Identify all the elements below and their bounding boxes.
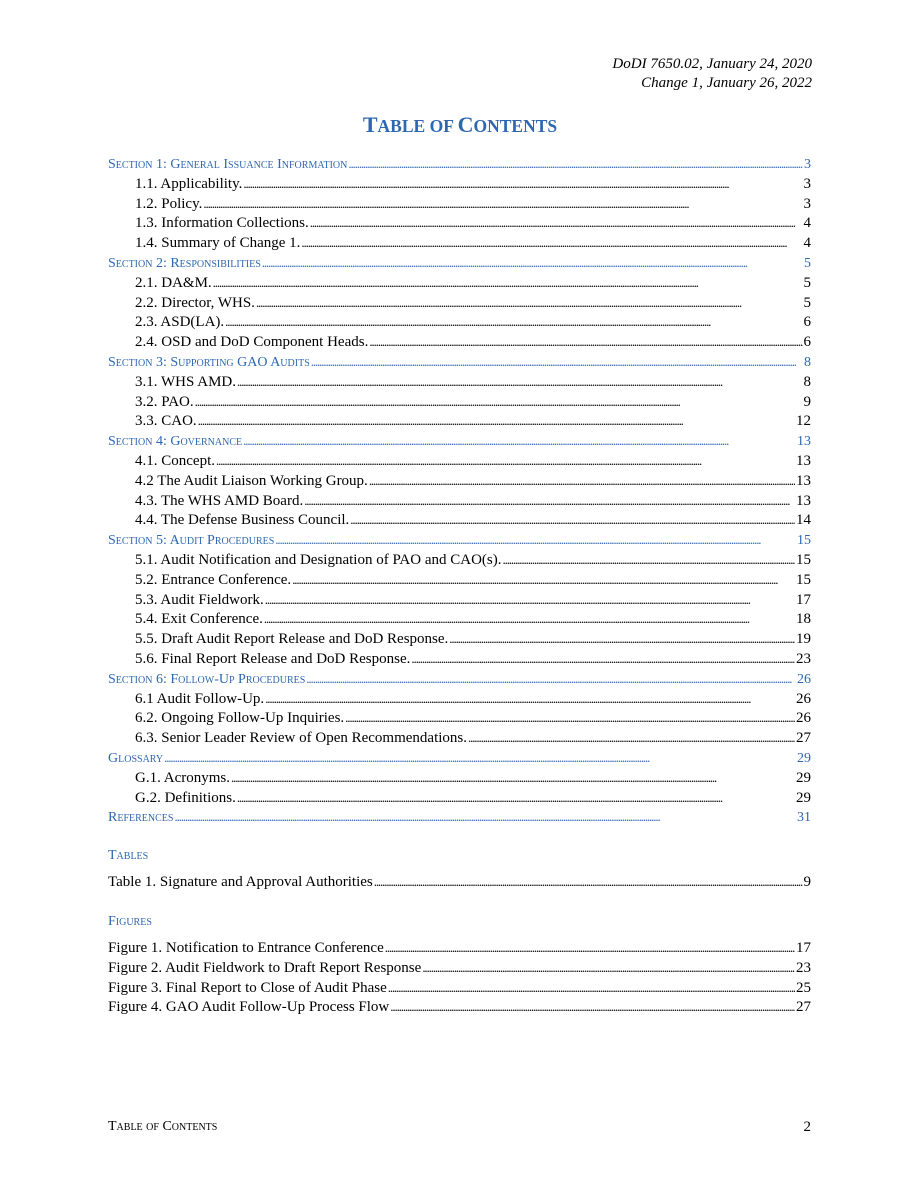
tables-list (108, 874, 811, 894)
dot-leader (422, 960, 795, 976)
title-initial-t: T (362, 112, 378, 137)
dot-leader (306, 671, 796, 687)
entry-label: G.2. Definitions. (135, 789, 236, 806)
dot-leader (350, 512, 795, 528)
entry-label: 1.2. Policy. (135, 195, 203, 212)
entry-page-number: 3 (803, 175, 811, 192)
entry-label: 6.3. Senior Leader Review of Open Recommendations. (135, 730, 467, 747)
toc-subsection-entry[interactable] (108, 473, 811, 493)
toc-subsection-entry[interactable] (108, 730, 811, 750)
figure-list-entry[interactable] (108, 999, 811, 1019)
entry-page-number: 15 (796, 551, 811, 568)
toc-section-entry[interactable] (108, 671, 811, 691)
entry-label: 3.3. CAO. (135, 413, 197, 430)
entry-label: 5.5. Draft Audit Report Release and DoD Response. (135, 631, 449, 648)
dot-leader (243, 176, 802, 192)
dot-leader (369, 473, 795, 489)
entry-page-number: 14 (796, 512, 811, 529)
dot-leader (369, 334, 802, 350)
entry-page-number: 9 (803, 874, 811, 890)
entry-label: Table 1. Signature and Approval Authorities (108, 874, 373, 890)
entry-label: 5.4. Exit Conference. (135, 611, 263, 628)
entry-page-number: 29 (797, 750, 811, 766)
entry-page-number: 5 (804, 255, 811, 271)
toc-section-entry[interactable] (108, 532, 811, 552)
entry-page-number: 5 (803, 274, 811, 291)
entry-page-number: 8 (803, 373, 811, 390)
tables-heading: Tables (108, 848, 149, 863)
entry-page-number: 8 (804, 354, 811, 370)
dot-leader (262, 255, 803, 271)
entry-page-number: 29 (796, 789, 811, 806)
toc-section-entry[interactable] (108, 750, 811, 770)
entry-page-number: 13 (796, 472, 811, 489)
page-footer (108, 1119, 811, 1136)
toc-section-entry[interactable] (108, 354, 811, 374)
entry-page-number: 25 (796, 979, 811, 996)
entry-label: Section 5: Audit Procedures (108, 533, 275, 549)
dot-leader (310, 215, 803, 231)
entry-label: 2.2. Director, WHS. (135, 294, 255, 311)
dot-leader (374, 874, 803, 890)
entry-page-number: 17 (796, 940, 811, 956)
entry-page-number: 13 (796, 452, 811, 469)
toc-subsection-entry[interactable] (108, 631, 811, 651)
header-document-id: DoDI 7650.02, January 24, 2020 (612, 56, 812, 72)
dot-leader (265, 691, 795, 707)
entry-label: 2.4. OSD and DoD Component Heads. (135, 334, 369, 351)
toc-subsection-entry[interactable] (108, 552, 811, 572)
figure-list-entry[interactable] (108, 960, 811, 980)
entry-page-number: 3 (803, 195, 811, 212)
toc-subsection-entry[interactable] (108, 691, 811, 711)
dot-leader (468, 730, 795, 746)
figure-list-entry[interactable] (108, 980, 811, 1000)
entry-page-number: 27 (796, 730, 811, 747)
header-change-date: Change 1, January 26, 2022 (641, 75, 812, 91)
entry-label: 1.3. Information Collections. (135, 215, 309, 232)
entry-page-number: 18 (796, 611, 811, 628)
entry-label: 2.1. DA&M. (135, 274, 212, 291)
entry-page-number: 5 (803, 294, 811, 311)
dot-leader (265, 592, 795, 608)
entry-page-number: 9 (803, 393, 811, 410)
toc-subsection-entry[interactable] (108, 215, 811, 235)
entry-label: 1.1. Applicability. (135, 175, 243, 192)
table-of-contents (108, 156, 811, 829)
entry-label: 6.2. Ongoing Follow-Up Inquiries. (135, 710, 345, 727)
toc-subsection-entry[interactable] (108, 651, 811, 671)
entry-label: Figure 4. GAO Audit Follow-Up Process Flow (108, 999, 390, 1016)
entry-page-number: 29 (796, 769, 811, 786)
toc-subsection-entry[interactable] (108, 413, 811, 433)
dot-leader (503, 552, 796, 568)
entry-page-number: 3 (804, 157, 811, 172)
toc-section-entry[interactable] (108, 255, 811, 275)
entry-label: 6.1 Audit Follow-Up. (135, 690, 265, 707)
dot-leader (237, 374, 803, 390)
dot-leader (275, 532, 796, 548)
dot-leader (243, 433, 796, 449)
dot-leader (237, 790, 795, 806)
toc-subsection-entry[interactable] (108, 334, 811, 354)
dot-leader (198, 413, 795, 429)
toc-subsection-entry[interactable] (108, 572, 811, 592)
figures-heading: Figures (108, 914, 152, 929)
entry-label: 4.1. Concept. (135, 452, 215, 469)
entry-label: 2.3. ASD(LA). (135, 314, 225, 331)
entry-label: Section 4: Governance (108, 434, 243, 450)
dot-leader (292, 572, 795, 588)
dot-leader (195, 394, 803, 410)
dot-leader (301, 235, 802, 251)
entry-page-number: 23 (796, 959, 811, 976)
toc-subsection-entry[interactable] (108, 295, 811, 315)
entry-page-number: 23 (796, 650, 811, 667)
dot-leader (390, 999, 795, 1015)
entry-page-number: 27 (796, 999, 811, 1016)
toc-subsection-entry[interactable] (108, 710, 811, 730)
dot-leader (216, 453, 795, 469)
entry-page-number: 4 (803, 215, 811, 232)
dot-leader (411, 651, 795, 667)
dot-leader (164, 750, 796, 766)
footer-section-title: Table of Contents (108, 1119, 218, 1134)
entry-page-number: 15 (796, 571, 811, 588)
footer-page-number: 2 (803, 1119, 811, 1135)
toc-subsection-entry[interactable] (108, 611, 811, 631)
entry-label: 5.2. Entrance Conference. (135, 571, 292, 588)
entry-page-number: 26 (797, 671, 811, 687)
dot-leader (311, 354, 803, 370)
entry-label: 3.2. PAO. (135, 393, 194, 410)
toc-subsection-entry[interactable] (108, 453, 811, 473)
table-list-entry[interactable] (108, 874, 811, 894)
dot-leader (449, 631, 795, 647)
entry-label: 5.1. Audit Notification and Designation of PAO and CAO(s). (135, 551, 502, 568)
toc-subsection-entry[interactable] (108, 592, 811, 612)
entry-page-number: 26 (796, 690, 811, 707)
entry-label: 5.3. Audit Fieldwork. (135, 591, 264, 608)
entry-page-number: 26 (796, 710, 811, 727)
entry-label: Section 1: General Issuance Information (108, 157, 348, 172)
dot-leader (203, 196, 802, 212)
document-header (612, 55, 812, 93)
dot-leader (213, 275, 803, 291)
entry-page-number: 4 (803, 235, 811, 252)
entry-label: Figure 3. Final Report to Close of Audit Phase (108, 979, 387, 996)
entry-page-number: 17 (796, 591, 811, 608)
entry-label: Section 2: Responsibilities (108, 255, 261, 271)
entry-label: Section 3: Supporting GAO Audits (108, 354, 310, 370)
dot-leader (225, 314, 802, 330)
toc-subsection-entry[interactable] (108, 512, 811, 532)
dot-leader (256, 295, 803, 311)
entry-page-number: 12 (796, 413, 811, 430)
entry-page-number: 6 (803, 314, 811, 331)
toc-subsection-entry[interactable] (108, 275, 811, 295)
entry-page-number: 13 (797, 434, 811, 450)
entry-label: Figure 1. Notification to Entrance Conference (108, 940, 384, 956)
entry-page-number: 15 (797, 533, 811, 549)
entry-label: 4.2 The Audit Liaison Working Group. (135, 472, 368, 489)
title-initial-c: C (457, 112, 474, 137)
toc-section-entry[interactable] (108, 433, 811, 453)
figures-list (108, 940, 811, 1019)
entry-label: References (108, 810, 174, 826)
entry-label: 1.4. Summary of Change 1. (135, 235, 301, 252)
dot-leader (385, 940, 795, 956)
toc-subsection-entry[interactable] (108, 176, 811, 196)
toc-section-entry[interactable] (108, 156, 811, 176)
entry-label: Figure 2. Audit Fieldwork to Draft Report Response (108, 959, 422, 976)
toc-subsection-entry[interactable] (108, 314, 811, 334)
entry-label: 3.1. WHS AMD. (135, 373, 236, 390)
dot-leader (388, 980, 795, 996)
entry-page-number: 19 (796, 631, 811, 648)
toc-subsection-entry[interactable] (108, 493, 811, 513)
entry-page-number: 13 (796, 492, 811, 509)
entry-page-number: 31 (797, 810, 811, 826)
title-part-1: ABLE OF (377, 116, 458, 136)
entry-label: 4.3. The WHS AMD Board. (135, 492, 304, 509)
entry-page-number: 6 (803, 334, 811, 351)
toc-subsection-entry[interactable] (108, 235, 811, 255)
toc-subsection-entry[interactable] (108, 196, 811, 216)
entry-label: Glossary (108, 750, 164, 766)
toc-subsection-entry[interactable] (108, 770, 811, 790)
dot-leader (264, 611, 795, 627)
title-part-2: ONTENTS (473, 116, 558, 136)
toc-subsection-entry[interactable] (108, 790, 811, 810)
dot-leader (345, 710, 795, 726)
entry-label: Section 6: Follow-Up Procedures (108, 671, 306, 687)
dot-leader (348, 156, 803, 172)
entry-label: 4.4. The Defense Business Council. (135, 512, 350, 529)
entry-label: 5.6. Final Report Release and DoD Response. (135, 650, 411, 667)
toc-section-entry[interactable] (108, 809, 811, 829)
page-title (0, 112, 920, 138)
entry-label: G.1. Acronyms. (135, 769, 230, 786)
dot-leader (231, 770, 795, 786)
dot-leader (174, 809, 796, 825)
dot-leader (304, 493, 795, 509)
toc-subsection-entry[interactable] (108, 374, 811, 394)
figure-list-entry[interactable] (108, 940, 811, 960)
toc-subsection-entry[interactable] (108, 394, 811, 414)
